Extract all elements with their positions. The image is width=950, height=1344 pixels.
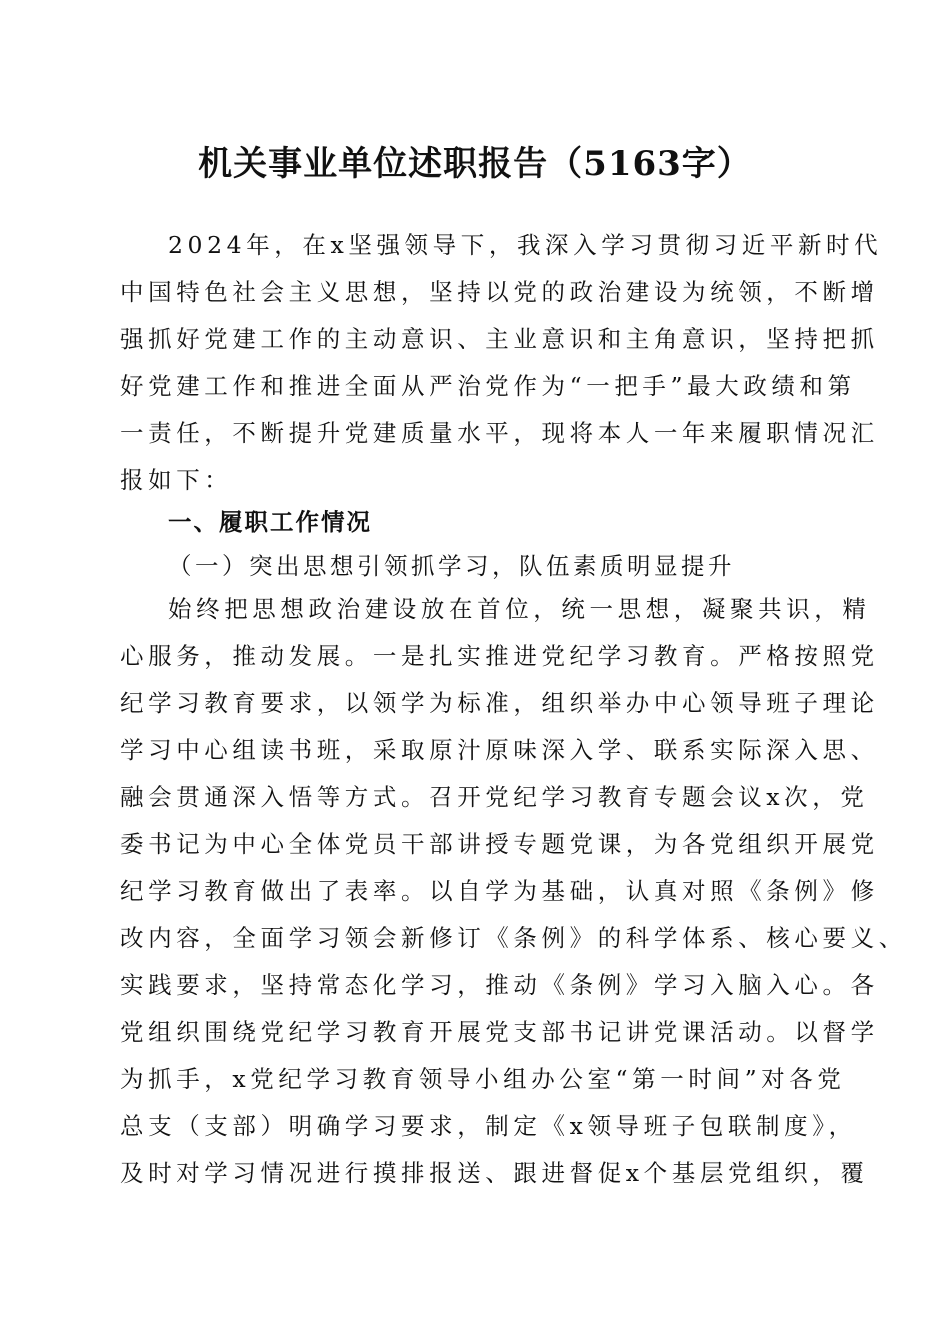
text-line: 及时对学习情况进行摸排报送、跟进督促x个基层党组织，覆 — [120, 1159, 869, 1187]
text-line: 始终把思想政治建设放在首位，统一思想，凝聚共识，精 — [168, 595, 871, 623]
intro-paragraph — [120, 222, 883, 504]
document-title: 机关事业单位述职报告（5163字） — [198, 144, 752, 184]
text-line: 一责任，不断提升党建质量水平，现将本人一年来履职情况汇 — [120, 419, 879, 447]
text-line: 委书记为中心全体党员干部讲授专题党课，为各党组织开展党 — [120, 830, 879, 858]
text-line: 总支（支部）明确学习要求，制定《x领导班子包联制度》， — [120, 1112, 857, 1140]
text-line: 2024年，在x坚强领导下，我深入学习贯彻习近平新时代 — [168, 231, 883, 259]
text-line: 报如下： — [120, 466, 233, 494]
text-line: 融会贯通深入悟等方式。召开党纪学习教育专题会议x次，党 — [120, 783, 869, 811]
section-heading: 一、履职工作情况 — [168, 508, 372, 536]
text-line: 改内容，全面学习领会新修订《条例》的科学体系、核心要义、 — [120, 924, 907, 952]
text-line: 强抓好党建工作的主动意识、主业意识和主角意识，坚持把抓 — [120, 325, 879, 353]
body-paragraph — [120, 586, 907, 1197]
text-line: 纪学习教育要求，以领学为标准，组织举办中心领导班子理论 — [120, 689, 879, 717]
text-line: 实践要求，坚持常态化学习，推动《条例》学习入脑入心。各 — [120, 971, 879, 999]
text-line: 心服务，推动发展。一是扎实推进党纪学习教育。严格按照党 — [120, 642, 879, 670]
text-line: 党组织围绕党纪学习教育开展党支部书记讲党课活动。以督学 — [120, 1018, 879, 1046]
text-line: 为抓手，x党纪学习教育领导小组办公室“第一时间”对各党 — [120, 1065, 846, 1093]
text-line: 学习中心组读书班，采取原汁原味深入学、联系实际深入思、 — [120, 736, 879, 764]
subsection-heading: （一）突出思想引领抓学习，队伍素质明显提升 — [168, 552, 735, 580]
text-line: 好党建工作和推进全面从严治党作为“一把手”最大政绩和第 — [120, 372, 856, 400]
text-line: 纪学习教育做出了表率。以自学为基础，认真对照《条例》修 — [120, 877, 879, 905]
text-line: 中国特色社会主义思想，坚持以党的政治建设为统领，不断增 — [120, 278, 879, 306]
